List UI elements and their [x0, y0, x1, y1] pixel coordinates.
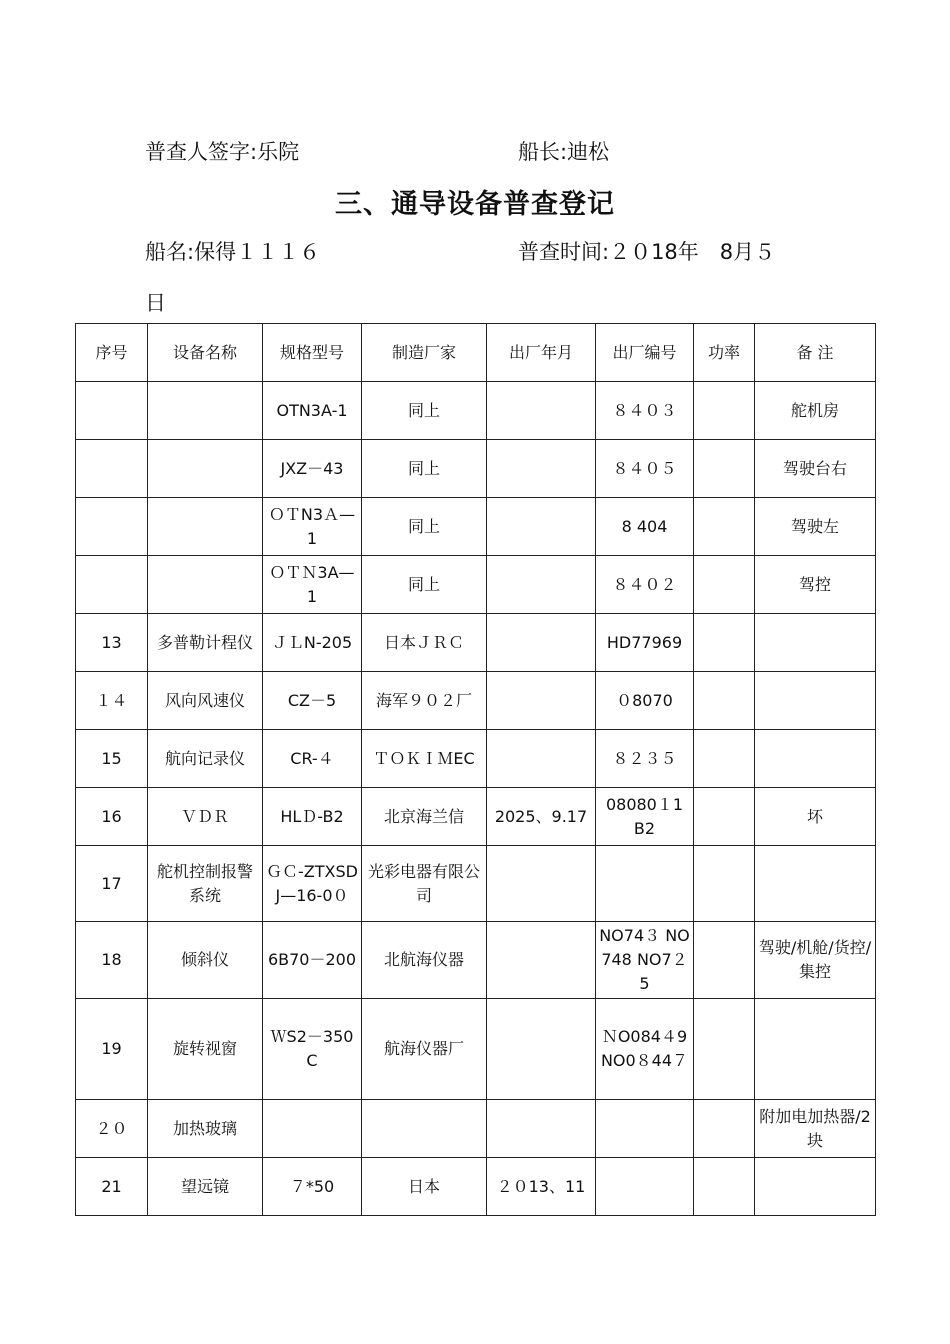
cell-name — [148, 382, 263, 440]
cell-name: 倾斜仪 — [148, 922, 263, 999]
column-header-note: 备 注 — [755, 324, 876, 382]
cell-note: 驾驶左 — [755, 498, 876, 556]
cell-model: OTN3A-1 — [263, 382, 362, 440]
cell-serial: ０8070 — [596, 672, 694, 730]
cell-maker: 光彩电器有限公司 — [362, 846, 487, 922]
page-title: 三、通导设备普查登记 — [335, 189, 615, 220]
cell-name — [148, 440, 263, 498]
column-header-model: 规格型号 — [263, 324, 362, 382]
cell-maker: 同上 — [362, 498, 487, 556]
cell-note — [755, 730, 876, 788]
cell-maker: 日本 — [362, 1158, 487, 1216]
cell-date — [487, 556, 596, 614]
cell-model: CR-４ — [263, 730, 362, 788]
cell-name — [148, 556, 263, 614]
column-header-maker: 制造厂家 — [362, 324, 487, 382]
cell-no: 19 — [76, 999, 148, 1100]
cell-serial: ８２３５ — [596, 730, 694, 788]
cell-power — [694, 846, 755, 922]
cell-model: ＧＣ-ZTXSDJ—16-0０ — [263, 846, 362, 922]
cell-serial: ８４０２ — [596, 556, 694, 614]
column-header-date: 出厂年月 — [487, 324, 596, 382]
cell-no — [76, 498, 148, 556]
captain-name: 船长:迪松 — [518, 140, 610, 164]
cell-no: 16 — [76, 788, 148, 846]
cell-no: 13 — [76, 614, 148, 672]
table-row — [76, 440, 876, 498]
cell-model: ＷS2－350C — [263, 999, 362, 1100]
cell-note — [755, 672, 876, 730]
column-header-power: 功率 — [694, 324, 755, 382]
cell-date: 2025、9.17 — [487, 788, 596, 846]
cell-power — [694, 672, 755, 730]
cell-model — [263, 1100, 362, 1158]
column-header-no: 序号 — [76, 324, 148, 382]
cell-note — [755, 1158, 876, 1216]
cell-note — [755, 614, 876, 672]
cell-note: 舵机房 — [755, 382, 876, 440]
inspector-signature: 普查人签字:乐院 — [145, 140, 300, 164]
cell-power — [694, 1100, 755, 1158]
cell-date — [487, 1100, 596, 1158]
table-row — [76, 614, 876, 672]
cell-serial — [596, 846, 694, 922]
inspection-time-continued: 日 — [145, 291, 166, 315]
cell-note: 驾驶/机舱/货控/集控 — [755, 922, 876, 999]
cell-power — [694, 788, 755, 846]
cell-name — [148, 498, 263, 556]
column-header-serial: 出厂编号 — [596, 324, 694, 382]
cell-serial: ８４０３ — [596, 382, 694, 440]
cell-name: 舵机控制报警系统 — [148, 846, 263, 922]
cell-model: ７*50 — [263, 1158, 362, 1216]
table-row — [76, 382, 876, 440]
cell-serial: ＮO084４9 NO0８44７ — [596, 999, 694, 1100]
cell-note — [755, 999, 876, 1100]
cell-serial — [596, 1100, 694, 1158]
table-row — [76, 922, 876, 999]
cell-power — [694, 999, 755, 1100]
cell-maker: 同上 — [362, 556, 487, 614]
cell-power — [694, 922, 755, 999]
cell-model: 6B70－200 — [263, 922, 362, 999]
cell-maker: 日本ＪＲＣ — [362, 614, 487, 672]
cell-maker: ＴＯＫＩＭEC — [362, 730, 487, 788]
cell-date — [487, 672, 596, 730]
cell-no: ２０ — [76, 1100, 148, 1158]
cell-note: 驾驶台右 — [755, 440, 876, 498]
cell-power — [694, 614, 755, 672]
cell-date: ２０13、11 — [487, 1158, 596, 1216]
table-row — [76, 1158, 876, 1216]
ship-name: 船名:保得１１１６ — [145, 240, 321, 264]
cell-maker: 同上 — [362, 440, 487, 498]
cell-note: 坏 — [755, 788, 876, 846]
cell-model: ＯＴN3Ａ—1 — [263, 498, 362, 556]
cell-date — [487, 498, 596, 556]
table-row — [76, 788, 876, 846]
cell-serial: 8 404 — [596, 498, 694, 556]
cell-power — [694, 556, 755, 614]
equipment-register-table — [75, 323, 876, 1216]
cell-note: 附加电加热器/2块 — [755, 1100, 876, 1158]
cell-serial: ８４０５ — [596, 440, 694, 498]
cell-no — [76, 556, 148, 614]
cell-no — [76, 440, 148, 498]
cell-date — [487, 846, 596, 922]
cell-name: 风向风速仪 — [148, 672, 263, 730]
table-row — [76, 846, 876, 922]
table-row — [76, 1100, 876, 1158]
cell-maker — [362, 1100, 487, 1158]
cell-model: JXZ－43 — [263, 440, 362, 498]
table-row — [76, 730, 876, 788]
cell-power — [694, 730, 755, 788]
table-header-row — [76, 324, 876, 382]
table-row — [76, 999, 876, 1100]
inspection-time: 普查时间:２０18年 8月５ — [518, 240, 776, 264]
cell-model: ＪＬN-205 — [263, 614, 362, 672]
column-header-name: 设备名称 — [148, 324, 263, 382]
cell-date — [487, 730, 596, 788]
cell-no — [76, 382, 148, 440]
cell-name: 望远镜 — [148, 1158, 263, 1216]
cell-date — [487, 922, 596, 999]
cell-name: ＶＤＲ — [148, 788, 263, 846]
cell-name: 旋转视窗 — [148, 999, 263, 1100]
cell-date — [487, 614, 596, 672]
cell-note: 驾控 — [755, 556, 876, 614]
cell-power — [694, 1158, 755, 1216]
cell-power — [694, 498, 755, 556]
cell-date — [487, 999, 596, 1100]
cell-power — [694, 382, 755, 440]
cell-model: HLＤ-B2 — [263, 788, 362, 846]
cell-no: 21 — [76, 1158, 148, 1216]
cell-date — [487, 440, 596, 498]
cell-serial: NO74３ NO748 NO7２5 — [596, 922, 694, 999]
cell-serial — [596, 1158, 694, 1216]
cell-maker: 北京海兰信 — [362, 788, 487, 846]
cell-note — [755, 846, 876, 922]
cell-power — [694, 440, 755, 498]
cell-maker: 同上 — [362, 382, 487, 440]
cell-maker: 海军９０２厂 — [362, 672, 487, 730]
cell-no: １４ — [76, 672, 148, 730]
cell-no: 17 — [76, 846, 148, 922]
cell-model: ＯＴＮ3A—1 — [263, 556, 362, 614]
cell-date — [487, 382, 596, 440]
table-row — [76, 672, 876, 730]
cell-maker: 北航海仪器 — [362, 922, 487, 999]
cell-serial: 08080１1 B2 — [596, 788, 694, 846]
cell-name: 航向记录仪 — [148, 730, 263, 788]
cell-serial: HD77969 — [596, 614, 694, 672]
cell-model: CZ－5 — [263, 672, 362, 730]
cell-name: 多普勒计程仪 — [148, 614, 263, 672]
cell-name: 加热玻璃 — [148, 1100, 263, 1158]
cell-no: 18 — [76, 922, 148, 999]
cell-maker: 航海仪器厂 — [362, 999, 487, 1100]
table-row — [76, 556, 876, 614]
cell-no: 15 — [76, 730, 148, 788]
table-row — [76, 498, 876, 556]
